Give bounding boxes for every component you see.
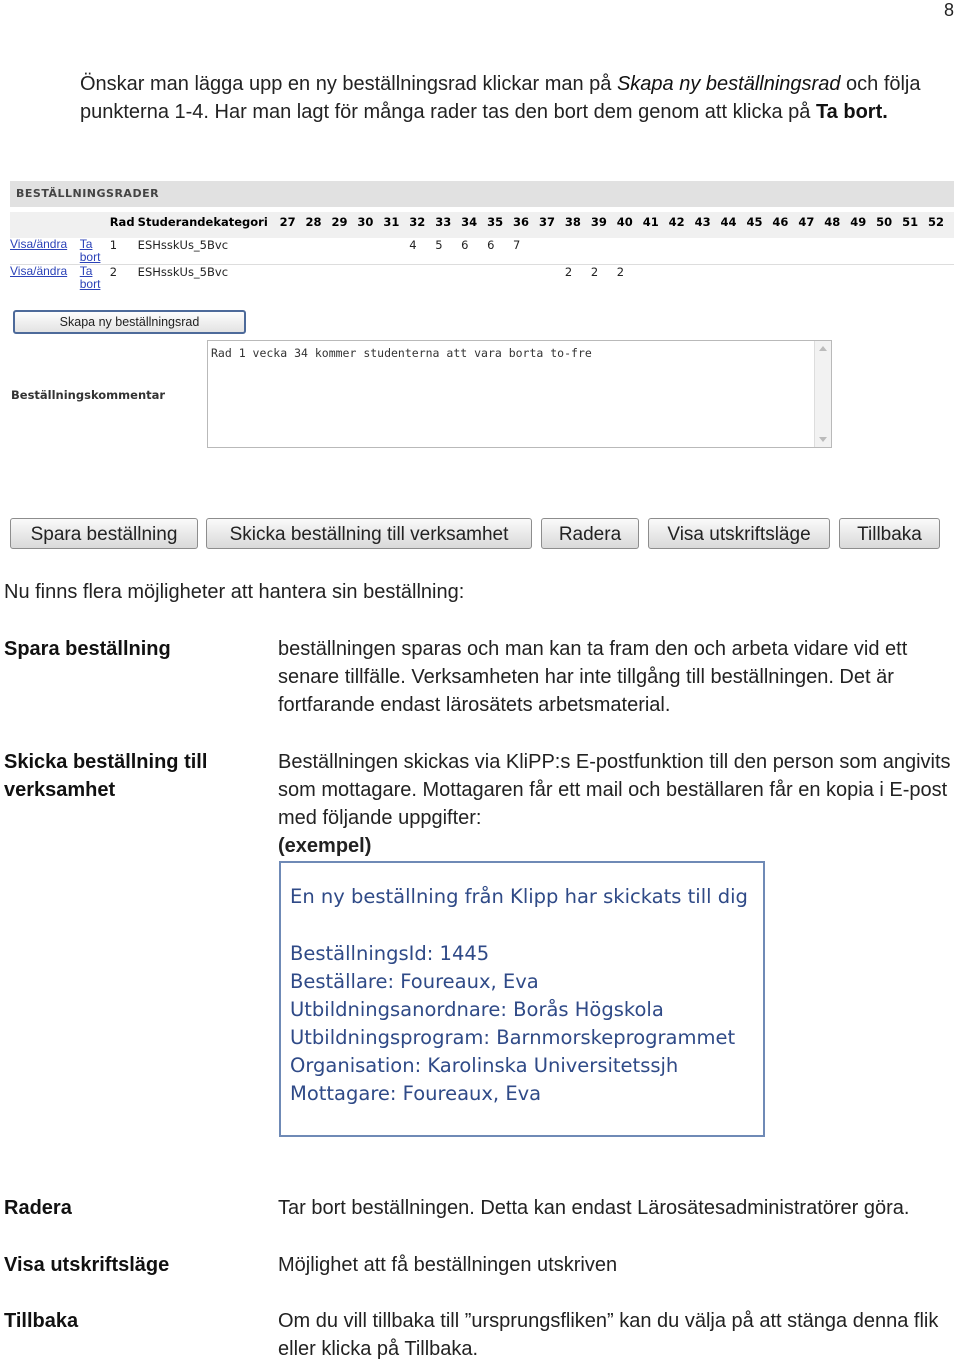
scroll-down-icon[interactable] (819, 437, 827, 442)
week-value (772, 238, 798, 265)
comment-textarea[interactable] (207, 340, 832, 448)
week-value (617, 238, 643, 265)
week-value (669, 238, 695, 265)
week-value (461, 265, 487, 292)
col-week: 48 (824, 212, 850, 238)
week-value: 2 (564, 265, 573, 279)
col-week: 34 (461, 212, 487, 238)
week-value (746, 265, 772, 292)
intro-italic: Skapa ny beställningsrad (616, 73, 841, 95)
email-example (279, 861, 765, 1137)
week-value (746, 238, 772, 265)
remove-link[interactable] (80, 265, 108, 292)
week-value (876, 265, 902, 292)
col-week: 32 (409, 212, 435, 238)
order-rows-table (10, 212, 954, 291)
desc-send (278, 748, 954, 860)
email-line: Mottagare: Foureaux, Eva (290, 1082, 542, 1105)
row-number: 1 (108, 238, 138, 265)
col-week: 38 (565, 212, 591, 238)
week-value (928, 265, 954, 292)
week-value: 2 (590, 265, 599, 279)
desc-send-example: (exempel) (278, 835, 372, 857)
col-week: 36 (513, 212, 539, 238)
week-value (772, 265, 798, 292)
week-value (487, 265, 513, 292)
save-order-button[interactable]: Spara beställning (10, 518, 198, 549)
week-value: 5 (435, 238, 461, 265)
col-rad: Rad (108, 212, 138, 238)
week-value (306, 265, 332, 292)
desc-back: Om du vill tillbaka till ”ursprungsfliken” kan du välja på att stänga denna flik eller klicka på Tillbaka. (278, 1310, 939, 1360)
week-value (357, 265, 383, 292)
desc-print: Möjlighet att få beställningen utskriven (278, 1254, 618, 1276)
table-header-row (10, 212, 954, 238)
week-value (798, 238, 824, 265)
intro-paragraph (80, 70, 940, 126)
col-week: 41 (643, 212, 669, 238)
col-week: 33 (435, 212, 461, 238)
row-number: 2 (109, 265, 118, 279)
week-value (306, 238, 332, 265)
row-kategori: ESHsskUs_5Bvc (138, 238, 280, 265)
intro-bold: Ta bort. (815, 101, 888, 123)
week-value (539, 238, 565, 265)
week-value (902, 265, 928, 292)
col-week: 45 (746, 212, 772, 238)
week-value (539, 265, 565, 292)
week-value: 6 (487, 238, 513, 265)
col-week: 47 (798, 212, 824, 238)
scroll-up-icon[interactable] (819, 346, 827, 351)
order-screenshot (10, 181, 954, 457)
back-button[interactable]: Tillbaka (839, 518, 940, 549)
week-value (591, 238, 617, 265)
col-week: 27 (280, 212, 306, 238)
week-value (280, 238, 306, 265)
intro-text-2: och följa punkterna 1-4. Har man lagt för många rader tas den bort dem genom att klicka på (80, 73, 921, 123)
col-week: 40 (617, 212, 643, 238)
table-row (10, 238, 954, 265)
desc-save: beställningen sparas och man kan ta fram den och arbeta vidare vid ett senare tillfälle. Verksamheten har inte tillgång till beställningen. Det är fortfarande endast lärosätets arbetsmaterial. (278, 638, 908, 716)
week-value (331, 238, 357, 265)
print-view-button[interactable]: Visa utskriftsläge (648, 518, 830, 549)
send-order-button[interactable]: Skicka beställning till verksamhet (206, 518, 532, 549)
intro-text-1: Önskar man lägga upp en ny beställningsrad klickar man på (80, 73, 617, 95)
delete-button[interactable]: Radera (541, 518, 639, 549)
comment-label: Beställningskommentar (11, 388, 166, 402)
term-print: Visa utskriftsläge (4, 1254, 170, 1276)
term-send-line2: verksamhet (4, 779, 116, 801)
col-week: 51 (902, 212, 928, 238)
term-back: Tillbaka (4, 1310, 79, 1332)
week-value (824, 238, 850, 265)
week-value (695, 265, 721, 292)
desc-send-text: Beställningen skickas via KliPP:s E-postfunktion till den person som angivits som mottagare. Mottagaren får ett mail och beställaren får en kopia i E-post med följande uppgifter: (278, 751, 951, 829)
week-value (850, 238, 876, 265)
col-week: 30 (357, 212, 383, 238)
col-week: 37 (539, 212, 565, 238)
comment-text: Rad 1 vecka 34 kommer studenterna att vara borta to-fre (211, 346, 592, 360)
week-value (643, 265, 669, 292)
week-value (824, 265, 850, 292)
col-week: 42 (669, 212, 695, 238)
week-value (902, 238, 928, 265)
col-kategori: Studerandekategori (138, 212, 280, 238)
week-value (876, 238, 902, 265)
week-value (331, 265, 357, 292)
week-value (643, 238, 669, 265)
week-value: 2 (616, 265, 625, 279)
col-week: 43 (695, 212, 721, 238)
remove-link[interactable] (80, 238, 108, 265)
col-week: 50 (876, 212, 902, 238)
row-kategori: ESHsskUs_5Bvc (137, 265, 229, 279)
week-value (695, 238, 721, 265)
email-line: Utbildningsanordnare: Borås Högskola (290, 998, 664, 1021)
week-value: 4 (409, 238, 435, 265)
week-value (513, 265, 539, 292)
term-delete: Radera (4, 1197, 72, 1219)
col-week: 31 (383, 212, 409, 238)
col-week: 28 (306, 212, 332, 238)
term-save: Spara beställning (4, 638, 171, 660)
remove-link-text: Ta (79, 264, 93, 278)
view-edit-link[interactable]: Visa/ändra (10, 238, 80, 265)
week-value (383, 265, 409, 292)
email-line: Organisation: Karolinska Universitetssjh (290, 1054, 679, 1077)
email-line: Utbildningsprogram: Barnmorskeprogrammet (290, 1026, 736, 1049)
week-value (798, 265, 824, 292)
week-value: 7 (513, 238, 539, 265)
section-title: BESTÄLLNINGSRADER (10, 181, 954, 207)
week-value (280, 265, 306, 292)
week-value (721, 238, 747, 265)
options-intro: Nu finns flera möjligheter att hantera sin beställning: (4, 581, 465, 603)
week-value (435, 265, 461, 292)
remove-link-text: bort (79, 277, 101, 291)
page-number: 8 (943, 0, 954, 20)
table-row (10, 265, 954, 292)
week-value (383, 238, 409, 265)
create-new-row-button[interactable]: Skapa ny beställningsrad (13, 310, 246, 334)
week-value: 6 (461, 238, 487, 265)
email-line: BeställningsId: 1445 (290, 942, 490, 965)
remove-link-text: Ta (79, 237, 93, 251)
term-send (4, 748, 264, 804)
desc-delete: Tar bort beställningen. Detta kan endast Lärosätesadministratörer göra. (278, 1197, 910, 1219)
week-value (721, 265, 747, 292)
week-value (357, 238, 383, 265)
col-week: 29 (331, 212, 357, 238)
col-week: 52 (928, 212, 954, 238)
week-value (669, 265, 695, 292)
email-line: Beställare: Foureaux, Eva (290, 970, 539, 993)
col-week: 49 (850, 212, 876, 238)
view-edit-link[interactable]: Visa/ändra (10, 264, 68, 278)
col-week: 35 (487, 212, 513, 238)
textarea-scrollbar[interactable] (814, 341, 831, 447)
term-send-line1: Skicka beställning till (4, 751, 208, 773)
week-value (409, 265, 435, 292)
week-value (565, 238, 591, 265)
col-week: 39 (591, 212, 617, 238)
col-week: 44 (721, 212, 747, 238)
week-value (850, 265, 876, 292)
week-value (928, 238, 954, 265)
email-heading: En ny beställning från Klipp har skickats till dig (290, 885, 748, 908)
remove-link-text: bort (79, 250, 101, 264)
col-week: 46 (772, 212, 798, 238)
